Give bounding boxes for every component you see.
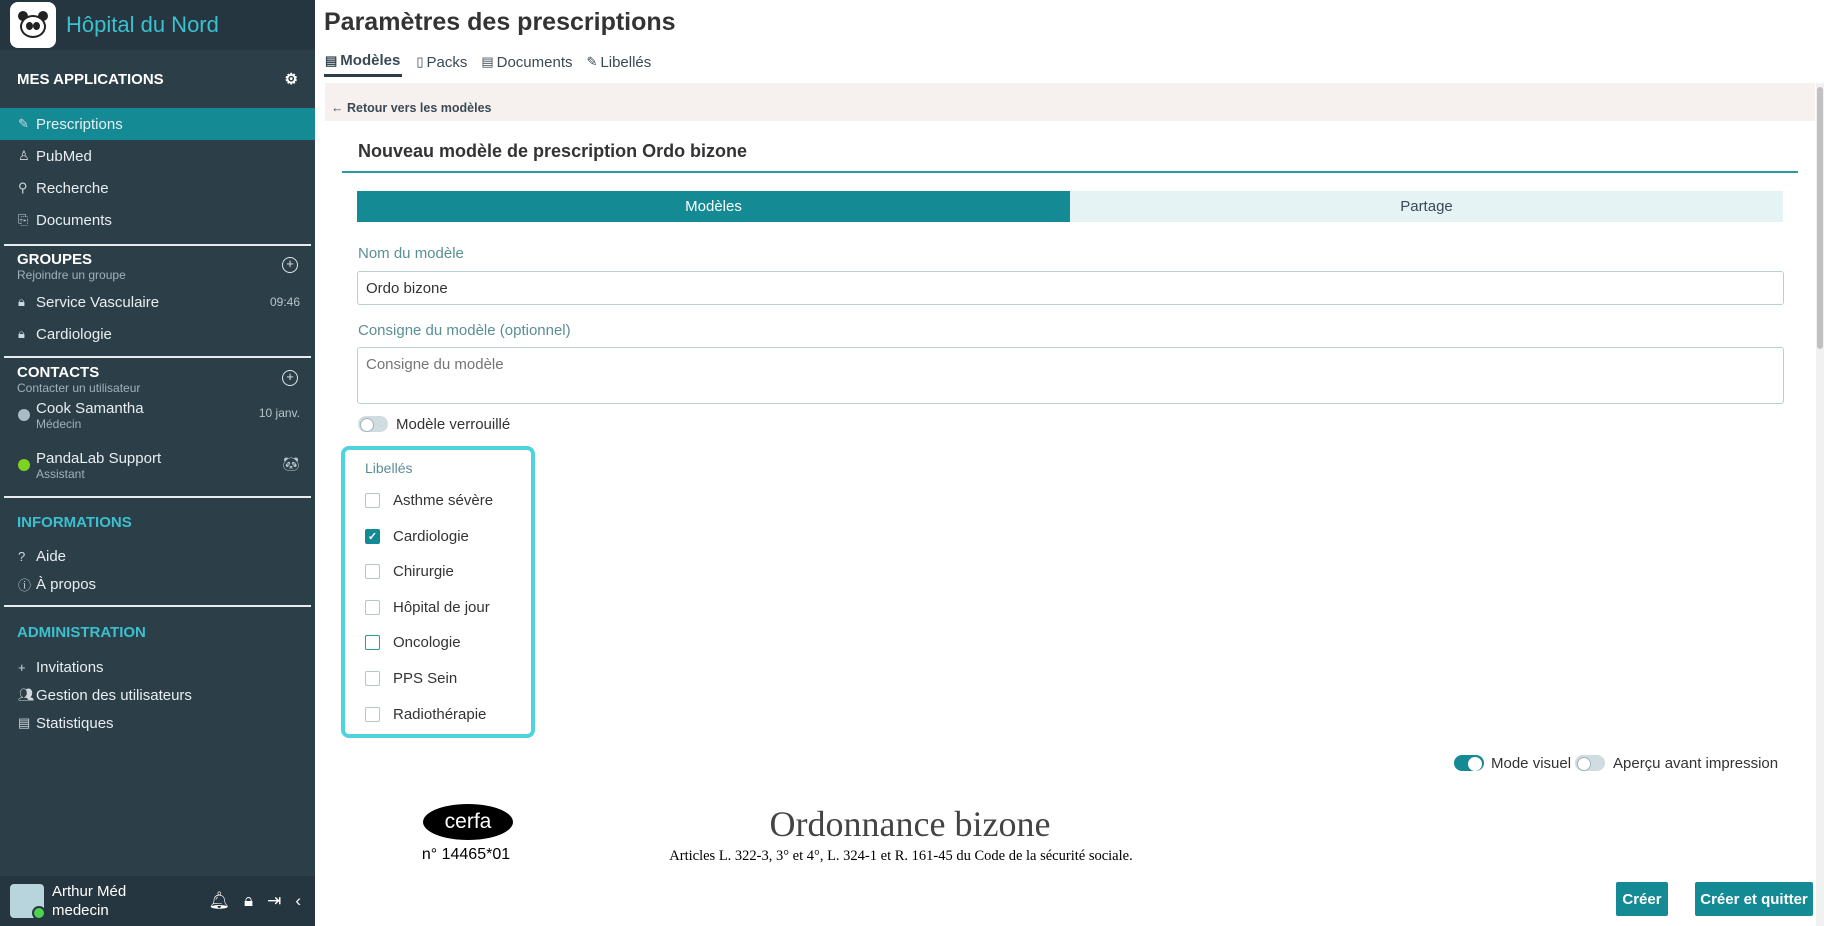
contact-role: Médecin bbox=[36, 417, 82, 431]
sidebar-item-group[interactable] bbox=[0, 318, 315, 350]
contact-role: Assistant bbox=[36, 467, 85, 481]
search-icon: ⚲ bbox=[18, 180, 28, 195]
checkbox-label: Oncologie bbox=[393, 634, 461, 651]
report-icon: ▤ bbox=[18, 715, 31, 730]
card-title: Nouveau modèle de prescription Ordo bizone bbox=[358, 141, 748, 161]
label-checkbox-row[interactable] bbox=[365, 528, 469, 545]
segment-control bbox=[357, 191, 1783, 222]
sidebar-item-aide[interactable] bbox=[0, 542, 315, 570]
sidebar-item-label: Documents bbox=[36, 211, 112, 229]
tab-label: Documents bbox=[496, 53, 573, 71]
scrollbar[interactable] bbox=[1816, 83, 1824, 926]
contacts-header bbox=[0, 358, 315, 398]
sidebar-item-label: À propos bbox=[36, 575, 97, 593]
brand[interactable] bbox=[0, 0, 315, 50]
status-dot bbox=[18, 459, 30, 471]
document-icon: ▤ bbox=[325, 52, 338, 68]
cerfa-oval: cerfa bbox=[423, 804, 513, 840]
visual-mode-toggle[interactable] bbox=[1454, 755, 1484, 771]
main bbox=[315, 0, 1824, 926]
sidebar-item-documents[interactable] bbox=[0, 204, 315, 236]
tab-label: Libellés bbox=[600, 53, 652, 71]
model-name-input[interactable] bbox=[357, 271, 1784, 305]
panda-logo-icon bbox=[10, 2, 56, 48]
tab-documents[interactable] bbox=[481, 52, 572, 77]
sidebar-item-label: PubMed bbox=[36, 147, 92, 165]
checkbox[interactable] bbox=[365, 600, 380, 615]
join-group-link[interactable]: Rejoindre un groupe bbox=[17, 268, 126, 282]
checkbox[interactable] bbox=[365, 493, 380, 508]
bell-icon[interactable]: 🔔︎ bbox=[208, 891, 231, 910]
ordonnance-title: Ordonnance bizone bbox=[769, 804, 1051, 844]
sidebar-item-users[interactable] bbox=[0, 681, 315, 709]
label-checkbox-row[interactable] bbox=[365, 706, 486, 723]
lock-icon: 🔒︎ bbox=[18, 326, 25, 341]
question-icon: ? bbox=[18, 548, 26, 564]
groups-header-label: GROUPES bbox=[17, 251, 93, 268]
contacts-header-label: CONTACTS bbox=[17, 364, 100, 381]
locked-label: Modèle verrouillé bbox=[396, 416, 511, 433]
admin-header: ADMINISTRATION bbox=[17, 623, 146, 641]
instruction-label: Consigne du modèle (optionnel) bbox=[358, 322, 571, 339]
tab-libelles[interactable] bbox=[587, 52, 652, 77]
create-and-quit-button[interactable]: Créer et quitter bbox=[1695, 882, 1813, 916]
contact-user-link[interactable]: Contacter un utilisateur bbox=[17, 381, 141, 395]
group-time: 09:46 bbox=[269, 295, 300, 309]
add-contact-icon[interactable]: + bbox=[282, 370, 298, 386]
gear-icon[interactable]: ⚙ bbox=[284, 71, 298, 88]
paperclip-icon: ⎘ bbox=[18, 212, 29, 227]
status-dot bbox=[18, 409, 30, 421]
cerfa-number: n° 14465*01 bbox=[421, 846, 511, 863]
name-label: Nom du modèle bbox=[358, 245, 464, 262]
group-label: Service Vasculaire bbox=[36, 293, 160, 311]
sidebar-item-label: Prescriptions bbox=[36, 115, 123, 133]
brand-name: Hôpital du Nord bbox=[66, 12, 219, 37]
lock-icon: 🔒︎ bbox=[18, 294, 25, 309]
apps-header-label: MES APPLICATIONS bbox=[17, 70, 164, 88]
apps-header bbox=[0, 50, 315, 108]
sidebar-item-prescriptions[interactable] bbox=[0, 108, 315, 140]
checkbox-label: Hôpital de jour bbox=[393, 599, 490, 616]
checkbox-label: Asthme sévère bbox=[393, 492, 494, 509]
back-link[interactable] bbox=[331, 101, 492, 115]
tabs bbox=[324, 52, 651, 77]
labels-panel bbox=[341, 446, 535, 738]
contact-name: PandaLab Support bbox=[36, 450, 162, 467]
label-checkbox-row[interactable] bbox=[365, 670, 457, 687]
instruction-textarea[interactable] bbox=[357, 347, 1784, 404]
sidebar-item-pubmed[interactable] bbox=[0, 140, 315, 172]
form-card bbox=[325, 121, 1815, 926]
checkbox-label: Chirurgie bbox=[393, 563, 454, 580]
checkbox[interactable] bbox=[365, 564, 380, 579]
contact-item[interactable] bbox=[0, 398, 315, 444]
checkbox-label: Cardiologie bbox=[393, 528, 469, 545]
checkbox[interactable] bbox=[365, 671, 380, 686]
label-checkbox-row[interactable] bbox=[365, 599, 490, 616]
tab-packs[interactable] bbox=[416, 52, 467, 77]
panda-icon: 🐼︎ bbox=[282, 456, 300, 472]
divider bbox=[342, 171, 1798, 173]
tab-label: Modèles bbox=[340, 52, 401, 69]
groups-header bbox=[0, 246, 315, 286]
checkbox-label: Radiothérapie bbox=[393, 706, 487, 723]
copy-icon: ▯ bbox=[416, 54, 424, 69]
print-preview-label: Aperçu avant impression bbox=[1613, 755, 1779, 772]
contact-time: 10 janv. bbox=[258, 406, 300, 420]
logout-icon[interactable]: ⇥ bbox=[267, 891, 282, 910]
checkbox[interactable] bbox=[365, 707, 380, 722]
tab-modeles[interactable] bbox=[324, 52, 402, 77]
sidebar-item-label: Recherche bbox=[36, 179, 109, 197]
sidebar-item-apropos[interactable] bbox=[0, 570, 315, 598]
contact-item[interactable] bbox=[0, 444, 315, 494]
label-checkbox-row[interactable] bbox=[365, 492, 493, 509]
segment-partage[interactable]: Partage bbox=[1070, 191, 1783, 222]
edit-icon: ✎ bbox=[18, 116, 29, 131]
scrollbar-thumb[interactable] bbox=[1817, 87, 1823, 349]
label-checkbox-row[interactable] bbox=[365, 563, 454, 580]
info-icon: ⓘ bbox=[18, 577, 32, 593]
visual-mode-label: Mode visuel bbox=[1491, 755, 1572, 772]
checkbox-label: PPS Sein bbox=[393, 670, 458, 687]
cerfa-logo bbox=[423, 804, 513, 864]
user-login: medecin bbox=[52, 902, 109, 919]
lock-icon[interactable]: 🔒︎ bbox=[244, 891, 254, 910]
create-button[interactable]: Créer bbox=[1616, 882, 1668, 916]
contact-name: Cook Samantha bbox=[36, 400, 144, 417]
info-header: INFORMATIONS bbox=[17, 513, 132, 531]
content-area bbox=[325, 83, 1815, 926]
collapse-icon[interactable]: ‹ bbox=[295, 891, 301, 910]
arrow-left-icon: ← bbox=[331, 101, 344, 115]
sidebar-item-invitations[interactable] bbox=[0, 653, 315, 681]
user-name: Arthur Méd bbox=[52, 883, 127, 900]
group-label: Cardiologie bbox=[36, 325, 112, 343]
sidebar-item-label: Aide bbox=[36, 547, 67, 565]
sidebar-item-stats[interactable] bbox=[0, 709, 315, 737]
checkbox-checked[interactable]: ✓ bbox=[365, 529, 380, 544]
back-link-label: Retour vers les modèles bbox=[346, 101, 492, 115]
ordonnance-subtitle: Articles L. 322-3, 3° et 4°, L. 324-1 et R. 161-45 du Code de la sécurité sociale. bbox=[669, 848, 1133, 864]
document-icon: ▤ bbox=[481, 54, 494, 69]
users-icon: 👥︎ bbox=[18, 687, 35, 702]
labels-title: Libellés bbox=[365, 460, 413, 476]
page-title: Paramètres des prescriptions bbox=[324, 8, 676, 36]
sidebar-item-label: Invitations bbox=[36, 658, 104, 676]
print-preview-toggle[interactable] bbox=[1575, 755, 1605, 771]
sidebar-item-label: Gestion des utilisateurs bbox=[36, 686, 192, 704]
label-checkbox-row[interactable] bbox=[365, 634, 461, 651]
segment-modeles[interactable]: Modèles bbox=[357, 191, 1070, 222]
plus-icon: + bbox=[18, 659, 26, 675]
tab-label: Packs bbox=[426, 53, 468, 71]
user-bar bbox=[0, 876, 315, 926]
checkbox[interactable] bbox=[365, 635, 380, 650]
sidebar bbox=[0, 0, 315, 926]
pencil-icon: ✎ bbox=[586, 54, 598, 69]
locked-toggle[interactable] bbox=[358, 416, 388, 432]
pubmed-icon: ♙ bbox=[18, 148, 30, 163]
add-group-icon[interactable]: + bbox=[282, 257, 298, 273]
sidebar-item-recherche[interactable] bbox=[0, 172, 315, 204]
sidebar-item-label: Statistiques bbox=[36, 714, 114, 732]
sidebar-item-group[interactable] bbox=[0, 286, 315, 318]
avatar[interactable] bbox=[10, 884, 44, 918]
